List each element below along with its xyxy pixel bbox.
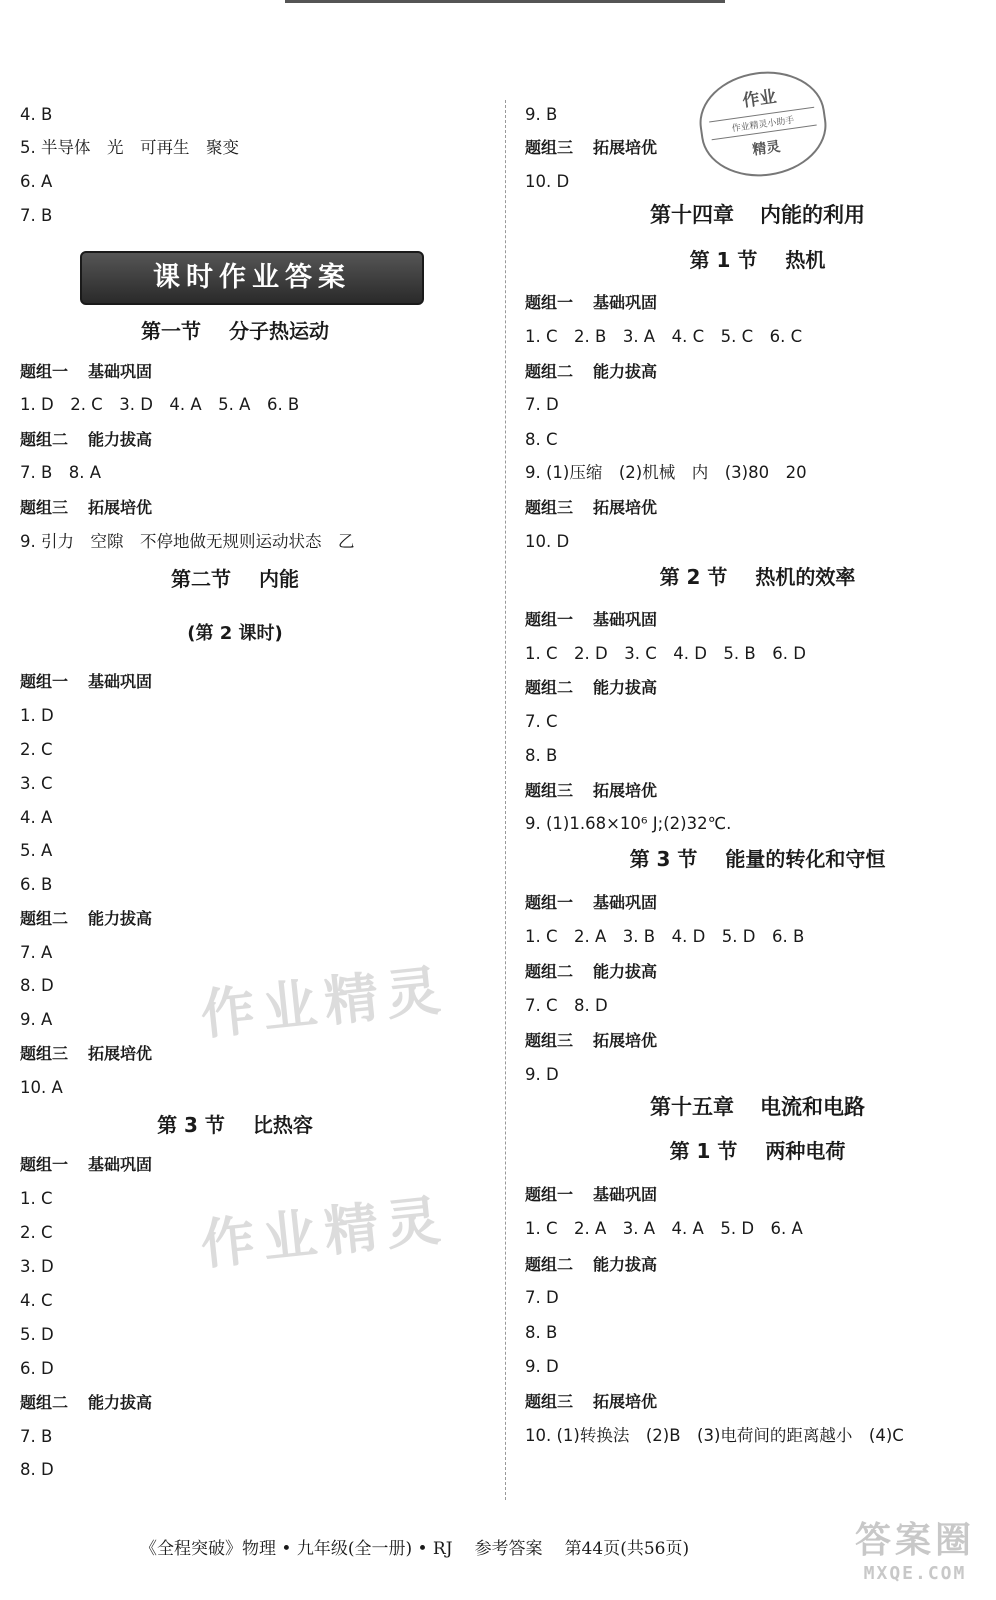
answer-line: 9. D bbox=[525, 1065, 559, 1084]
group-label: 题组一 bbox=[20, 362, 69, 381]
section-title: 热机的效率 bbox=[755, 565, 856, 589]
chapter-title: 电流和电路 bbox=[760, 1095, 865, 1119]
column-divider bbox=[505, 100, 506, 1500]
chapter-heading bbox=[525, 202, 990, 228]
question-group-heading bbox=[525, 1391, 657, 1413]
lesson-period: (第 2 课时) bbox=[187, 623, 283, 644]
group-label: 题组三 bbox=[525, 138, 574, 157]
group-name: 能力拔高 bbox=[88, 909, 153, 928]
group-label: 题组三 bbox=[525, 498, 574, 517]
group-name: 能力拔高 bbox=[593, 362, 658, 381]
section-number: 第 3 节 bbox=[629, 847, 698, 871]
answer-line: 7. C bbox=[525, 712, 558, 731]
answer-line: 3. D bbox=[20, 1257, 54, 1276]
watermark-2: 作业精灵 bbox=[197, 1187, 452, 1277]
group-label: 题组二 bbox=[20, 1393, 69, 1412]
section-number: 第 3 节 bbox=[157, 1113, 225, 1137]
group-label: 题组二 bbox=[525, 962, 574, 981]
answer-line: 4. A bbox=[20, 808, 53, 827]
section-number: 第 1 节 bbox=[669, 1139, 738, 1163]
group-label: 题组二 bbox=[525, 362, 574, 381]
section-heading bbox=[20, 566, 450, 592]
page-footer bbox=[140, 1537, 689, 1561]
answer-line: 6. B bbox=[20, 875, 53, 894]
answer-line: 1. C 2. B 3. A 4. C 5. C 6. C bbox=[525, 327, 803, 346]
answer-line: 8. B bbox=[525, 746, 558, 765]
group-name: 基础巩固 bbox=[593, 893, 658, 912]
answer-line: 8. C bbox=[525, 430, 558, 449]
group-name: 基础巩固 bbox=[88, 1155, 153, 1174]
question-group-heading bbox=[525, 361, 657, 383]
group-label: 题组一 bbox=[525, 610, 574, 629]
group-label: 题组三 bbox=[525, 1031, 574, 1050]
answer-line: 6. D bbox=[20, 1359, 54, 1378]
answer-line: 7. B bbox=[20, 1427, 53, 1446]
question-group-heading bbox=[525, 1184, 657, 1206]
question-group-heading bbox=[525, 1030, 657, 1052]
answer-line: 1. D bbox=[20, 706, 54, 725]
answer-line: 9. (1)1.68×10⁶ J;(2)32℃. bbox=[525, 814, 732, 833]
question-group-heading bbox=[525, 609, 657, 631]
group-label: 题组二 bbox=[20, 909, 69, 928]
corner-watermark bbox=[840, 1512, 990, 1592]
section-title: 比热容 bbox=[252, 1113, 313, 1137]
section-heading bbox=[20, 1112, 450, 1138]
group-label: 题组一 bbox=[525, 1185, 574, 1204]
stamp-line-1: 作业 bbox=[741, 86, 778, 112]
group-name: 能力拔高 bbox=[88, 430, 153, 449]
right-column bbox=[525, 0, 990, 1600]
answer-line: 7. D bbox=[525, 395, 559, 414]
group-name: 拓展培优 bbox=[593, 138, 658, 157]
group-label: 题组三 bbox=[20, 1044, 69, 1063]
group-label: 题组三 bbox=[20, 498, 69, 517]
answer-line: 4. C bbox=[20, 1291, 53, 1310]
group-label: 题组三 bbox=[525, 781, 574, 800]
group-label: 题组二 bbox=[525, 678, 574, 697]
question-group-heading bbox=[20, 429, 152, 451]
stamp-line-2: 作业精灵小助手 bbox=[709, 107, 817, 141]
question-group-heading bbox=[525, 892, 657, 914]
section-number: 第二节 bbox=[171, 567, 231, 591]
question-group-heading bbox=[525, 137, 657, 159]
left-column bbox=[20, 0, 450, 1600]
section-heading bbox=[20, 318, 450, 344]
question-group-heading bbox=[20, 671, 152, 693]
group-label: 题组一 bbox=[525, 293, 574, 312]
group-name: 能力拔高 bbox=[88, 1393, 153, 1412]
answer-line: 2. C bbox=[20, 1223, 53, 1242]
group-label: 题组三 bbox=[525, 1392, 574, 1411]
question-group-heading bbox=[20, 1154, 152, 1176]
answer-line: 8. D bbox=[20, 976, 54, 995]
chapter-title: 内能的利用 bbox=[760, 203, 865, 227]
answer-line: 3. C bbox=[20, 774, 53, 793]
chapter-heading bbox=[525, 1094, 990, 1120]
answer-line: 10. D bbox=[525, 172, 570, 191]
answer-line: 1. C 2. D 3. C 4. D 5. B 6. D bbox=[525, 644, 806, 663]
corner-mark-line-1: 答案圈 bbox=[854, 1520, 975, 1561]
answer-line: 7. B 8. A bbox=[20, 463, 102, 482]
answer-line: 9. D bbox=[525, 1357, 559, 1376]
group-name: 能力拔高 bbox=[593, 678, 658, 697]
answer-line: 1. D 2. C 3. D 4. A 5. A 6. B bbox=[20, 395, 300, 414]
answer-line: 7. B bbox=[20, 206, 53, 225]
section-title: 热机 bbox=[785, 248, 826, 272]
section-number: 第 1 节 bbox=[689, 248, 758, 272]
footer-label: 参考答案 bbox=[474, 1539, 543, 1559]
group-name: 拓展培优 bbox=[593, 781, 658, 800]
answer-line: 7. D bbox=[525, 1288, 559, 1307]
answer-line: 5. 半导体 光 可再生 聚变 bbox=[20, 138, 239, 157]
answer-line: 10. (1)转换法 (2)B (3)电荷间的距离越小 (4)C bbox=[525, 1426, 904, 1445]
answer-line: 7. C 8. D bbox=[525, 996, 608, 1015]
answer-line: 4. B bbox=[20, 105, 53, 124]
group-name: 能力拔高 bbox=[593, 962, 658, 981]
answer-line: 5. A bbox=[20, 841, 53, 860]
answer-line: 1. C 2. A 3. A 4. A 5. D 6. A bbox=[525, 1219, 803, 1238]
group-name: 基础巩固 bbox=[593, 610, 658, 629]
group-label: 题组二 bbox=[525, 1255, 574, 1274]
section-heading bbox=[525, 846, 990, 872]
group-name: 拓展培优 bbox=[593, 498, 658, 517]
answer-line: 5. D bbox=[20, 1325, 54, 1344]
question-group-heading bbox=[525, 292, 657, 314]
group-name: 基础巩固 bbox=[88, 362, 153, 381]
section-number: 第 2 节 bbox=[659, 565, 728, 589]
answer-line: 9. (1)压缩 (2)机械 内 (3)80 20 bbox=[525, 463, 807, 482]
group-name: 基础巩固 bbox=[593, 1185, 658, 1204]
answer-line: 6. A bbox=[20, 172, 53, 191]
question-group-heading bbox=[20, 497, 152, 519]
question-group-heading bbox=[20, 361, 152, 383]
group-label: 题组一 bbox=[525, 893, 574, 912]
section-title: 分子热运动 bbox=[229, 319, 329, 343]
section-heading bbox=[525, 564, 990, 590]
section-title: 能量的转化和守恒 bbox=[725, 847, 886, 871]
section-title: 内能 bbox=[259, 567, 299, 591]
group-name: 拓展培优 bbox=[593, 1031, 658, 1050]
section-banner: 课时作业答案 bbox=[80, 251, 424, 305]
footer-page-number: 第44页(共56页) bbox=[564, 1539, 690, 1559]
group-label: 题组一 bbox=[20, 672, 69, 691]
answer-line: 10. A bbox=[20, 1078, 63, 1097]
answer-line: 9. B bbox=[525, 105, 558, 124]
answer-line: 1. C bbox=[20, 1189, 53, 1208]
question-group-heading bbox=[525, 677, 657, 699]
section-heading bbox=[525, 247, 990, 273]
question-group-heading bbox=[525, 780, 657, 802]
group-name: 基础巩固 bbox=[88, 672, 153, 691]
answer-line: 8. D bbox=[20, 1460, 54, 1479]
group-label: 题组二 bbox=[20, 430, 69, 449]
question-group-heading bbox=[525, 1254, 657, 1276]
answer-line: 9. 引力 空隙 不停地做无规则运动状态 乙 bbox=[20, 532, 355, 551]
question-group-heading bbox=[20, 1043, 152, 1065]
answer-line: 2. C bbox=[20, 740, 53, 759]
group-name: 能力拔高 bbox=[593, 1255, 658, 1274]
section-number: 第一节 bbox=[141, 319, 201, 343]
section-title: 两种电荷 bbox=[765, 1139, 846, 1163]
question-group-heading bbox=[525, 497, 657, 519]
stamp-line-3: 精灵 bbox=[751, 138, 782, 159]
group-label: 题组一 bbox=[20, 1155, 69, 1174]
question-group-heading bbox=[20, 1392, 152, 1414]
answer-line: 1. C 2. A 3. B 4. D 5. D 6. B bbox=[525, 927, 805, 946]
answer-line: 10. D bbox=[525, 532, 570, 551]
question-group-heading bbox=[20, 908, 152, 930]
answer-line: 9. A bbox=[20, 1010, 53, 1029]
watermark-1: 作业精灵 bbox=[197, 957, 452, 1047]
answer-line: 7. A bbox=[20, 943, 53, 962]
group-name: 拓展培优 bbox=[88, 1044, 153, 1063]
footer-book-title: 《全程突破》物理 • 九年级(全一册) • RJ bbox=[140, 1539, 453, 1559]
corner-mark-line-2: MXQE.COM bbox=[863, 1563, 967, 1584]
chapter-number: 第十五章 bbox=[650, 1095, 734, 1119]
group-name: 拓展培优 bbox=[593, 1392, 658, 1411]
chapter-number: 第十四章 bbox=[650, 203, 734, 227]
group-name: 拓展培优 bbox=[88, 498, 153, 517]
section-heading bbox=[525, 1138, 990, 1164]
question-group-heading bbox=[525, 961, 657, 983]
answer-line: 8. B bbox=[525, 1323, 558, 1342]
group-name: 基础巩固 bbox=[593, 293, 658, 312]
